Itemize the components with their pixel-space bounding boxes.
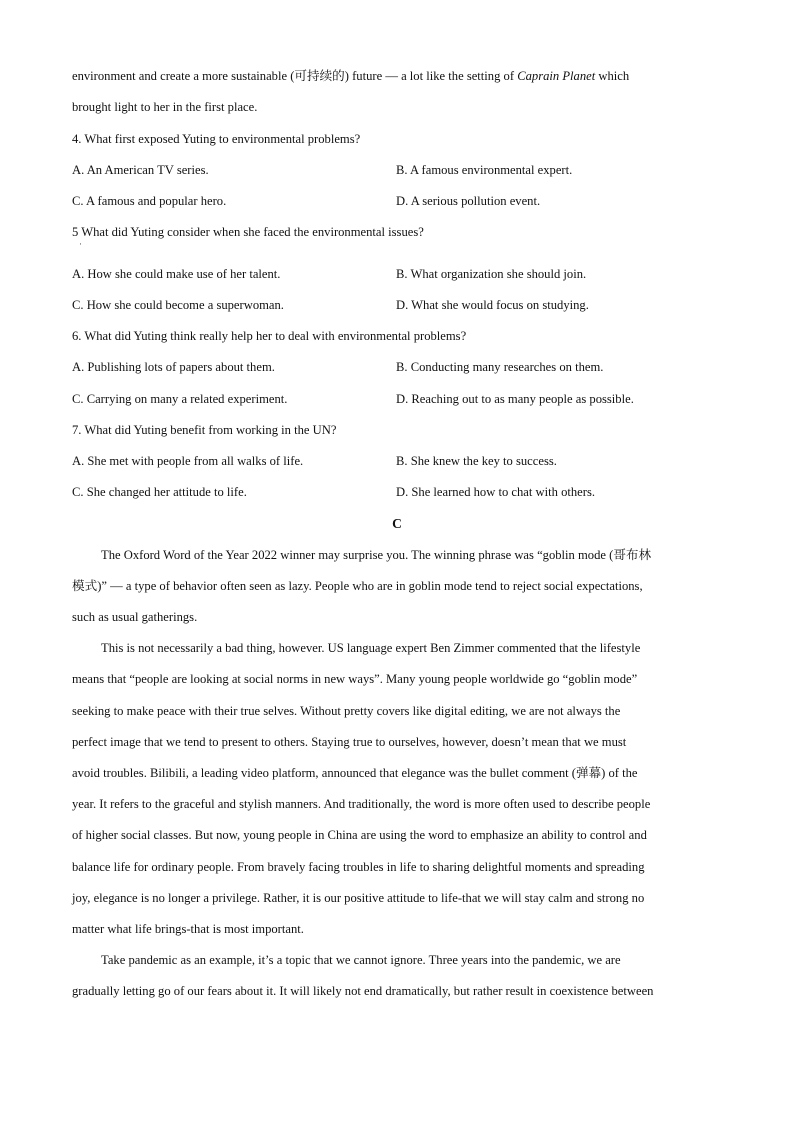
passage-line: of higher social classes. But now, young people in China are using the word to emphasize an ability to control and	[72, 828, 647, 842]
question-7-stem: 7. What did Yuting benefit from working in the UN?	[72, 423, 337, 437]
intro-line-2: brought light to her in the first place.	[72, 100, 258, 114]
question-5-option-a: A. How she could make use of her talent.	[72, 267, 281, 281]
passage-line: This is not necessarily a bad thing, however. US language expert Ben Zimmer commented that the lifestyle	[101, 641, 641, 655]
passage-line: 模式)” — a type of behavior often seen as lazy. People who are in goblin mode tend to reject social expectations,	[72, 579, 643, 593]
section-heading: C	[392, 516, 402, 531]
passage-line: The Oxford Word of the Year 2022 winner may surprise you. The winning phrase was “goblin mode (哥布林	[101, 548, 652, 562]
question-5-option-d: D. What she would focus on studying.	[396, 298, 589, 312]
question-4-option-d: D. A serious pollution event.	[396, 194, 541, 208]
passage-line: seeking to make peace with their true selves. Without pretty covers like digital editing, we are not always the	[72, 704, 621, 718]
intro-line-1	[72, 68, 629, 84]
question-4-stem: 4. What first exposed Yuting to environmental problems?	[72, 132, 361, 146]
passage-line: such as usual gatherings.	[72, 610, 198, 624]
passage-line: Take pandemic as an example, it’s a topic that we cannot ignore. Three years into the pandemic, we are	[101, 953, 621, 967]
question-7-option-d: D. She learned how to chat with others.	[396, 485, 596, 499]
stray-dot-mark: ·	[79, 239, 82, 249]
question-6-stem: 6. What did Yuting think really help her to deal with environmental problems?	[72, 329, 467, 343]
question-5-option-c: C. How she could become a superwoman.	[72, 298, 284, 312]
question-6-option-b: B. Conducting many researches on them.	[396, 360, 604, 374]
passage-line: joy, elegance is no longer a privilege. Rather, it is our positive attitude to life-that we will stay calm and strong no	[72, 891, 645, 905]
question-7-option-a: A. She met with people from all walks of life.	[72, 454, 304, 468]
question-6-option-a: A. Publishing lots of papers about them.	[72, 360, 275, 374]
passage-line: means that “people are looking at social norms in new ways”. Many young people worldwide go “goblin mode”	[72, 672, 638, 686]
show-title: Caprain Planet	[517, 69, 596, 83]
question-4-option-b: B. A famous environmental expert.	[396, 163, 573, 177]
question-5-stem: 5 What did Yuting consider when she faced the environmental issues?	[72, 225, 424, 239]
question-6-option-d: D. Reaching out to as many people as possible.	[396, 392, 634, 406]
intro-text-end: which	[595, 69, 630, 83]
question-4-option-a: A. An American TV series.	[72, 163, 209, 177]
passage-line: gradually letting go of our fears about it. It will likely not end dramatically, but rather result in coexistence between	[72, 984, 654, 998]
passage-line: balance life for ordinary people. From bravely facing troubles in life to sharing delightful moments and spreading	[72, 860, 645, 874]
passage-line: matter what life brings-that is most important.	[72, 922, 304, 936]
passage-line: avoid troubles. Bilibili, a leading video platform, announced that elegance was the bullet comment (弹幕) of the	[72, 766, 638, 780]
question-7-option-b: B. She knew the key to success.	[396, 454, 557, 468]
passage-line: year. It refers to the graceful and stylish manners. And traditionally, the word is more often used to describe people	[72, 797, 651, 811]
question-6-option-c: C. Carrying on many a related experiment.	[72, 392, 288, 406]
passage-line: perfect image that we tend to present to others. Staying true to ourselves, however, doesn’t mean that we must	[72, 735, 627, 749]
question-5-option-b: B. What organization she should join.	[396, 267, 587, 281]
question-7-option-c: C. She changed her attitude to life.	[72, 485, 247, 499]
intro-text: environment and create a more sustainable (可持续的) future — a lot like the setting of	[72, 69, 518, 83]
question-4-option-c: C. A famous and popular hero.	[72, 194, 227, 208]
